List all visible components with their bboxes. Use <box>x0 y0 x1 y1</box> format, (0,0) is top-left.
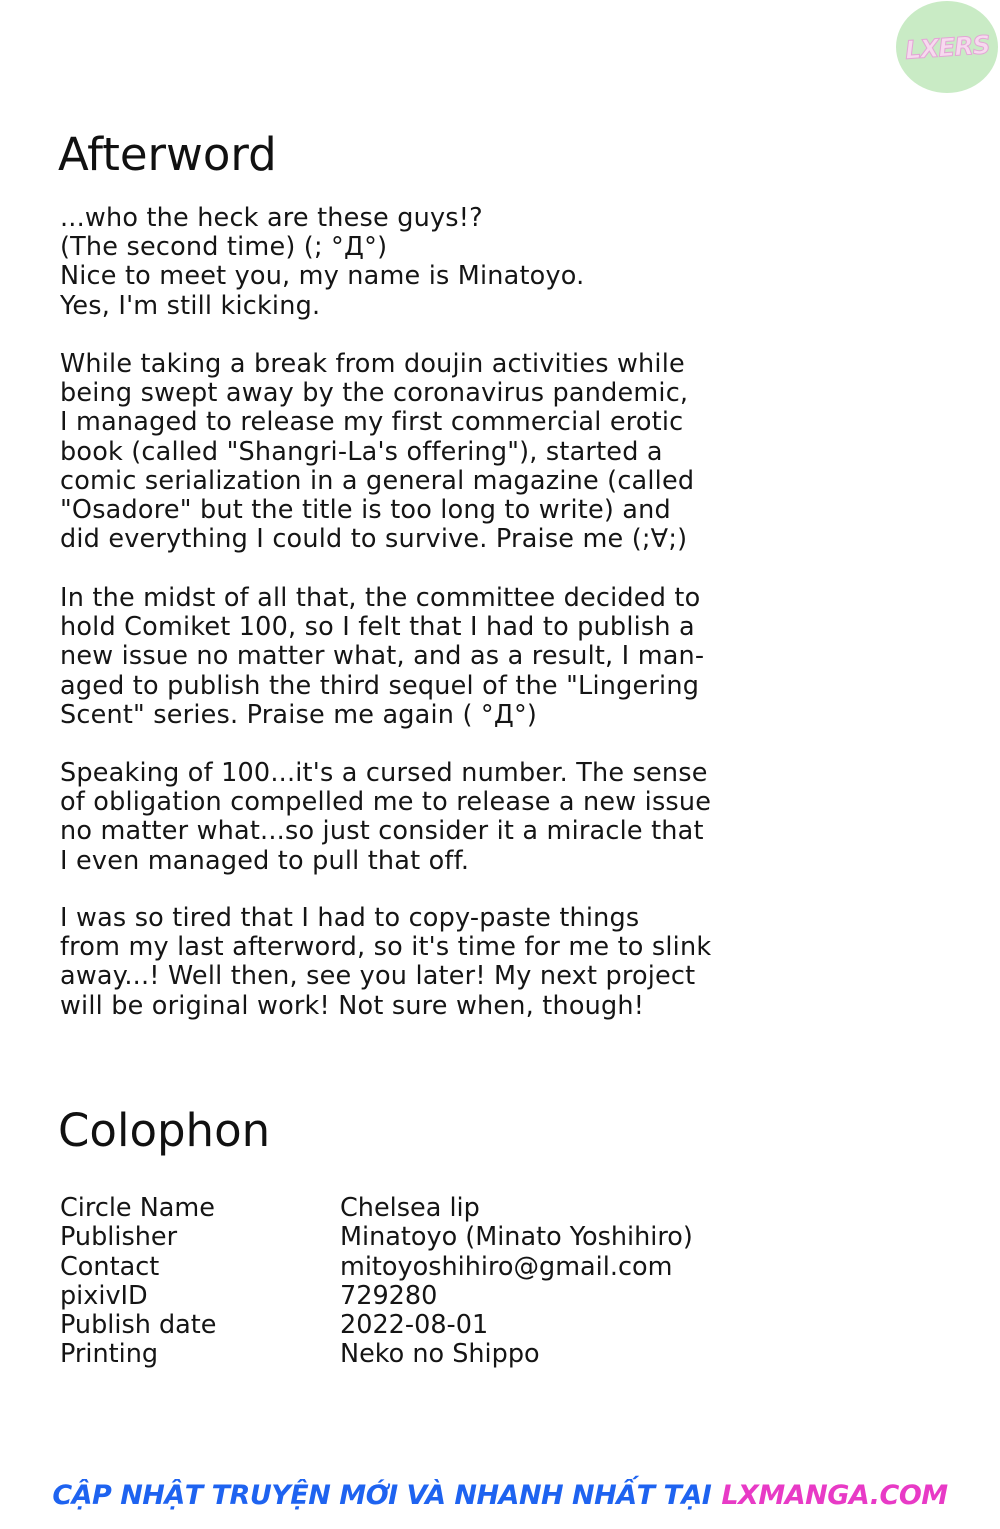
colophon-row-circle-name <box>60 1194 820 1223</box>
promo-banner <box>0 1470 1000 1520</box>
colophon-row-contact <box>60 1253 820 1282</box>
afterword-paragraph-5: I was so tired that I had to copy-paste things from my last afterword, so it's time for me to slink away...! Well then, see you later! My next project will be original work! Not sure when, though! <box>60 903 712 1021</box>
colophon-label: Publisher <box>60 1222 178 1253</box>
afterword-paragraph-4: Speaking of 100...it's a cursed number. The sense of obligation compelled me to release a new issue no matter what...so just consider it a miracle that I even managed to pull that off. <box>60 758 712 876</box>
colophon-title: Colophon <box>58 1104 271 1157</box>
colophon-label: Printing <box>60 1339 159 1370</box>
colophon-label: Publish date <box>60 1310 217 1341</box>
colophon-value: Chelsea lip <box>340 1193 480 1223</box>
watermark-logo <box>896 1 998 93</box>
afterword-paragraph-1: ...who the heck are these guys!? (The second time) (; °Д°) Nice to meet you, my name is Minatoyo. Yes, I'm still kicking. <box>60 203 585 321</box>
colophon-row-printing <box>60 1340 820 1369</box>
afterword-paragraph-3: In the midst of all that, the committee decided to hold Comiket 100, so I felt that I had to publish a new issue no matter what, and as a result, I man- aged to publish the third sequel of the "Lingering Scent" series. Praise me again ( °Д°) <box>60 583 705 730</box>
promo-banner-site: LXMANGA.COM <box>721 1479 948 1511</box>
colophon-row-publish-date <box>60 1311 820 1340</box>
colophon-label: pixivID <box>60 1280 148 1311</box>
afterword-title: Afterword <box>58 128 277 181</box>
colophon-table <box>60 1194 820 1370</box>
colophon-row-publisher <box>60 1223 820 1252</box>
colophon-value: 729280 <box>340 1280 438 1311</box>
colophon-value: mitoyoshihiro@gmail.com <box>340 1251 673 1282</box>
colophon-row-pixiv-id <box>60 1282 820 1311</box>
colophon-value: Neko no Shippo <box>340 1339 540 1370</box>
colophon-value: 2022-08-01 <box>340 1310 489 1341</box>
watermark-logo-text: LXERS <box>903 29 991 65</box>
colophon-value: Minatoyo (Minato Yoshihiro) <box>340 1222 693 1253</box>
colophon-label: Circle Name <box>60 1193 215 1223</box>
colophon-label: Contact <box>60 1251 160 1282</box>
promo-banner-text: CẬP NHẬT TRUYỆN MỚI VÀ NHANH NHẤT TẠI <box>52 1479 712 1511</box>
afterword-paragraph-2: While taking a break from doujin activities while being swept away by the coronavirus pandemic, I managed to release my first commercial erotic book (called "Shangri-La's offering"), started a comic serialization in a general magazine (called "Osadore" but the title is too long to write) and did everything I could to survive. Praise me (;∀;) <box>60 349 695 555</box>
